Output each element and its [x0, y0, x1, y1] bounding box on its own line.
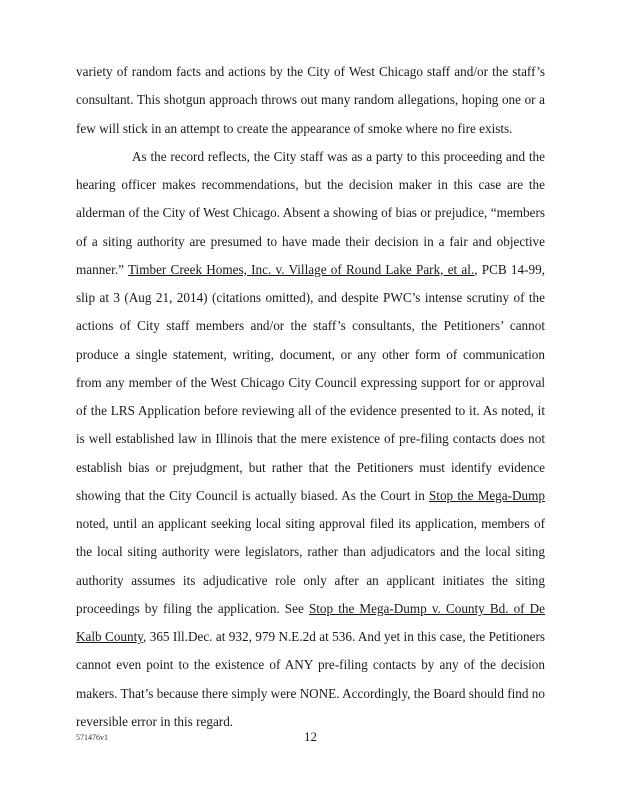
- paragraph-text-segment: As the record reflects, the City staff was as a party to this proceeding and the hearing officer makes recommendations, but the decision maker in this case are the alderman of the City of West Chicago. Absent a showing of bias or prejudice, “members of a siting authority are presumed to have made their decision in a fair and objective manner.”: [76, 148, 545, 277]
- paragraph-continuation: variety of random facts and actions by the City of West Chicago staff and/or the staff’s consultant. This shotgun approach throws out many random allegations, hoping one or a few will stick in an attempt to create the appearance of smoke where no fire exists.: [76, 64, 545, 136]
- paragraph-text-segment: , PCB 14-99, slip at 3 (Aug 21, 2014) (citations omitted), and despite PWC’s intense scrutiny of the actions of City staff members and/or the staff’s consultants, the Petitioners’ cannot produce a single statement, writing, document, or any other form of communication from any member of the West Chicago City Council expressing support for or approval of the LRS Application before reviewing all of the evidence presented to it. As noted, it is well established law in Illinois that the mere existence of pre-filing contacts does not establish bias or prejudgment, but rather that the Petitioners must identify evidence showing that the City Council is actually biased. As the Court in: [76, 261, 545, 503]
- page-number: 12: [304, 729, 317, 744]
- document-id-footer: 571476v1: [76, 733, 108, 742]
- body-text: [76, 58, 545, 736]
- case-citation-stop-the-mega-dump-short: Stop the Mega-Dump: [428, 487, 545, 503]
- paragraph-text-segment: noted, until an applicant seeking local siting approval filed its application, members of the local siting authority were legislators, rather than adjudicators and the local siting authority assumes its adjudicative role only after an applicant initiates the siting proceedings by filing the application. See: [76, 516, 545, 616]
- paragraph-text-segment: , 365 Ill.Dec. at 932, 979 N.E.2d at 536. And yet in this case, the Petitioners cannot even point to the existence of ANY pre-filing contacts by any of the decision makers. That’s because there simply were NONE. Accordingly, the Board should find no reversible error in this regard.: [76, 629, 545, 729]
- case-citation-stop-the-mega-dump-full: Stop the Mega-Dump v. County Bd. of De Kalb County: [76, 600, 546, 644]
- case-citation-timber-creek: Timber Creek Homes, Inc. v. Village of Round Lake Park, et al.: [127, 261, 475, 277]
- paragraph-bias-argument: [76, 143, 545, 736]
